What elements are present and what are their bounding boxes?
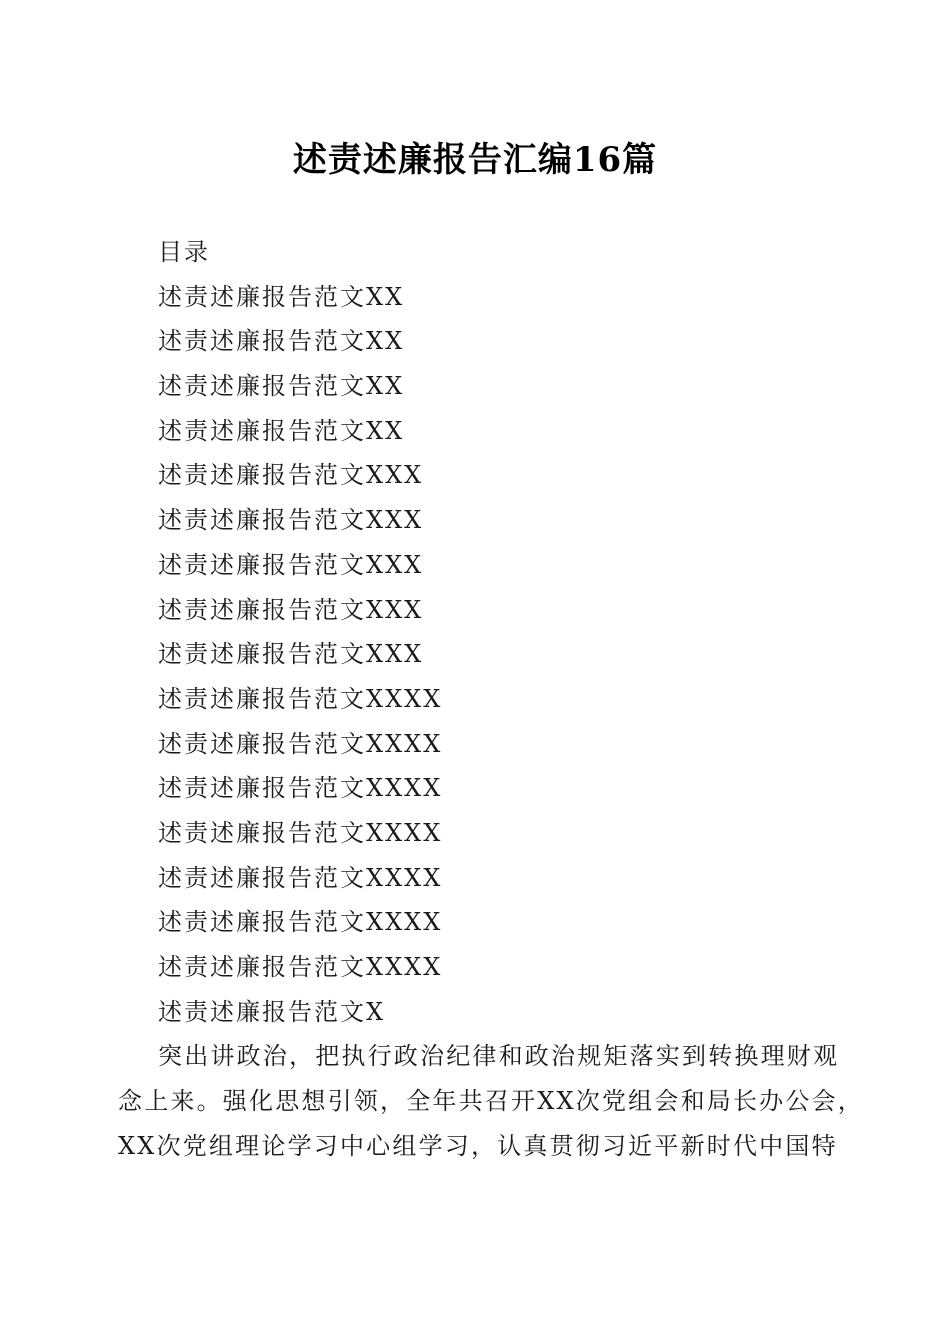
- toc-item: 述责述廉报告范文X: [158, 997, 386, 1026]
- toc-item: 述责述廉报告范文XXXX: [158, 953, 443, 981]
- toc-item: 述责述廉报告范文XXXX: [158, 818, 443, 847]
- toc-item: 述责述廉报告范文XXXX: [158, 908, 443, 937]
- body-line: 突出讲政治，把执行政治纪律和政治规矩落实到转换理财观: [158, 1042, 840, 1070]
- toc-item: 述责述廉报告范文XXXX: [158, 774, 443, 803]
- toc-item: 述责述廉报告范文XXX: [158, 461, 424, 490]
- toc-item: 述责述廉报告范文XX: [158, 282, 405, 311]
- toc-item: 述责述廉报告范文XXX: [158, 640, 424, 669]
- toc-item: 述责述廉报告范文XXXX: [158, 684, 443, 713]
- toc-item: 述责述廉报告范文XX: [158, 327, 405, 356]
- toc-item: 述责述廉报告范文XXX: [158, 595, 424, 624]
- toc-item: 述责述廉报告范文XXXX: [158, 863, 443, 892]
- body-line: 念上来。强化思想引领，全年共召开XX次党组会和局长办公会，: [118, 1087, 864, 1115]
- body-paragraph: [118, 1034, 864, 1169]
- toc-item: 述责述廉报告范文XXXX: [158, 729, 443, 758]
- toc-item: 述责述廉报告范文XX: [158, 372, 405, 401]
- toc-item: 述责述廉报告范文XXX: [158, 550, 424, 579]
- document-title: 述责述廉报告汇编16篇: [292, 140, 658, 180]
- table-of-contents: [158, 230, 858, 1034]
- body-line: XX次党组理论学习中心组学习，认真贯彻习近平新时代中国特: [118, 1132, 838, 1160]
- toc-item: 述责述廉报告范文XX: [158, 416, 405, 445]
- toc-item: 述责述廉报告范文XXX: [158, 506, 424, 535]
- toc-heading: 目录: [158, 238, 210, 266]
